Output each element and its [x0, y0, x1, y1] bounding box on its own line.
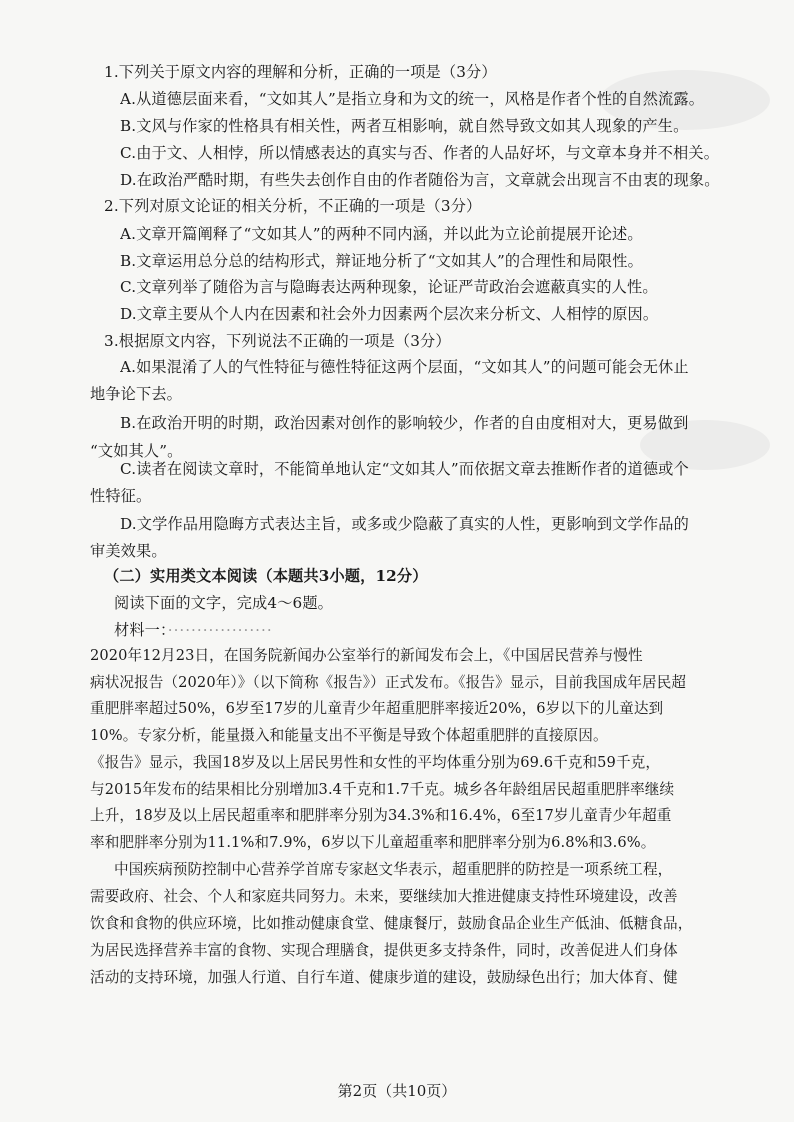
material-1-line: 《报告》显示，我国18岁及以上居民男性和女性的平均体重分别为69.6千克和59千克，: [90, 754, 661, 771]
q3-option-c-line2: 性特征。: [90, 487, 152, 505]
section-2-title: （二）实用类文本阅读（本题共3小题，12分）: [104, 567, 428, 585]
material-1-line: 活动的支持环境，加强人行道、自行车道、健康步道的建设，鼓励绿色出行；加大体育、健: [90, 969, 678, 986]
q3-option-d-line1: D.文学作品用隐晦方式表达主旨，或多或少隐蔽了真实的人性，更影响到文学作品的: [120, 515, 689, 533]
q3-option-d-line2: 审美效果。: [90, 542, 167, 560]
section-2-instruction: 阅读下面的文字，完成4～6题。: [114, 594, 334, 612]
question-2-stem: 2.下列对原文论证的相关分析，不正确的一项是（3分）: [104, 197, 482, 215]
material-1-line: 病状况报告（2020年）》（以下简称《报告》）正式发布。《报告》显示，目前我国成年居民超: [90, 674, 687, 691]
material-1-line: 2020年12月23日，在国务院新闻办公室举行的新闻发布会上，《中国居民营养与慢性: [90, 647, 643, 664]
material-1-label: 材料一：··················: [114, 621, 273, 639]
q3-option-c-line1: C.读者在阅读文章时，不能简单地认定“文如其人”而依据文章去推断作者的道德或个: [120, 460, 689, 478]
material-1-line: 与2015年发布的结果相比分别增加3.4千克和1.7千克。城乡各年龄组居民超重肥胖率继续: [90, 781, 675, 798]
material-1-line: 饮食和食物的供应环境，比如推动健康食堂、健康餐厅，鼓励食品企业生产低油、低糖食品，: [90, 915, 693, 932]
question-1-stem: 1.下列关于原文内容的理解和分析，正确的一项是（3分）: [104, 63, 497, 81]
q2-option-b: B.文章运用总分总的结构形式，辩证地分析了“文如其人”的合理性和局限性。: [120, 252, 643, 270]
material-1-line: 中国疾病预防控制中心营养学首席专家赵文华表示，超重肥胖的防控是一项系统工程，: [114, 861, 673, 878]
q2-option-a: A.文章开篇阐释了“文如其人”的两种不同内涵，并以此为立论前提展开论述。: [120, 225, 643, 243]
q3-option-a-line2: 地争论下去。: [90, 385, 183, 403]
q2-option-d: D.文章主要从个人内在因素和社会外力因素两个层次来分析文、人相悖的原因。: [120, 305, 659, 323]
q1-option-d: D.在政治严酷时期，有些失去创作自由的作者随俗为言，文章就会出现言不由衷的现象。: [120, 171, 720, 189]
q1-option-b: B.文风与作家的性格具有相关性，两者互相影响，就自然导致文如其人现象的产生。: [120, 117, 689, 135]
q1-option-a: A.从道德层面来看，“文如其人”是指立身和为文的统一，风格是作者个性的自然流露。: [120, 90, 705, 108]
q3-option-b-line2: “文如其人”。: [90, 442, 183, 460]
dotted-rule: ··················: [167, 621, 273, 639]
material-1-line: 为居民选择营养丰富的食物、实现合理膳食，提供更多支持条件，同时，改善促进人们身体: [90, 942, 678, 959]
material-1-line: 需要政府、社会、个人和家庭共同努力。未来，要继续加大推进健康支持性环境建设，改善: [90, 888, 678, 905]
material-1-line: 率和肥胖率分别为11.1%和7.9%，6岁以下儿童超重率和肥胖率分别为6.8%和3.6%。: [90, 834, 656, 851]
page-number-footer: 第2页（共10页）: [337, 1082, 457, 1100]
q3-option-a-line1: A.如果混淆了人的气性特征与德性特征这两个层面，“文如其人”的问题可能会无休止: [120, 358, 689, 376]
material-1-line: 重肥胖率超过50%，6岁至17岁的儿童青少年超重肥胖率接近20%，6岁以下的儿童达到: [90, 700, 664, 717]
q2-option-c: C.文章列举了随俗为言与隐晦表达两种现象，论证严苛政治会遮蔽真实的人性。: [120, 278, 658, 296]
question-3-stem: 3.根据原文内容，下列说法不正确的一项是（3分）: [104, 332, 451, 350]
q1-option-c: C.由于文、人相悖，所以情感表达的真实与否、作者的人品好坏，与文章本身并不相关。: [120, 144, 720, 162]
material-1-line: 上升，18岁及以上居民超重率和肥胖率分别为34.3%和16.4%，6至17岁儿童青少年超重: [90, 807, 672, 824]
q3-option-b-line1: B.在政治开明的时期，政治因素对创作的影响较少，作者的自由度相对大，更易做到: [120, 414, 689, 432]
material-1-line: 10%。专家分析，能量摄入和能量支出不平衡是导致个体超重肥胖的直接原因。: [90, 727, 608, 744]
